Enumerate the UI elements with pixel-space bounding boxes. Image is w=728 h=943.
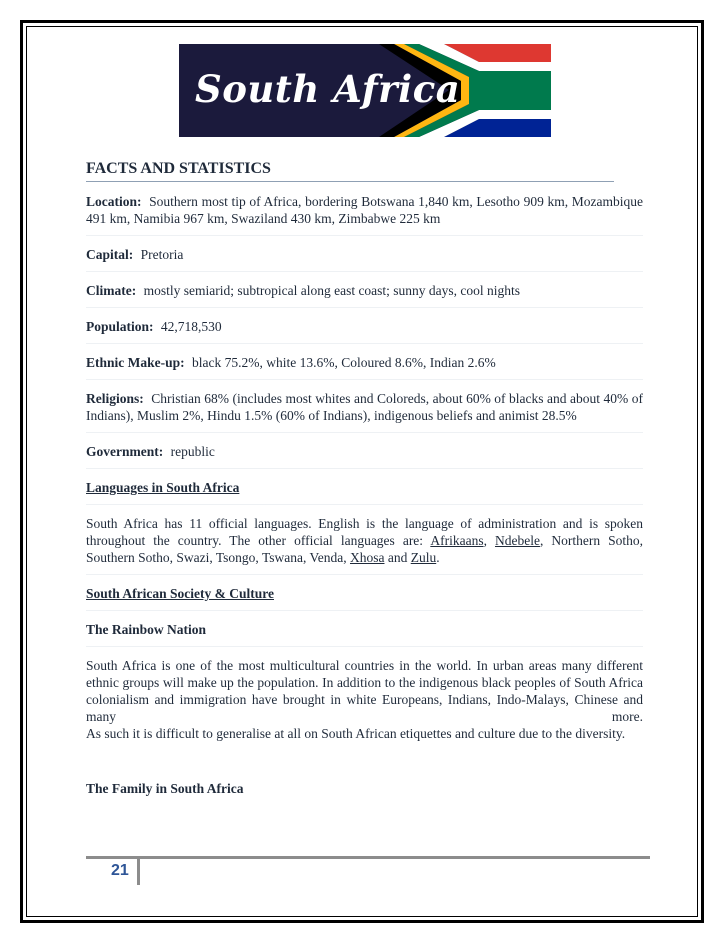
languages-sep: , [483, 533, 495, 548]
society-title: South African Society & Culture [86, 586, 274, 601]
location-label: Location: [86, 194, 142, 209]
society-text-1: South Africa is one of the most multicultural countries in the world. In urban areas many different ethnic groups will make up the population. In addition to the indigenous black peoples of South Africa colonialism and immigration have brought in white Europeans, Indians, Indo-Malays, Chinese and many more. [86, 658, 643, 724]
population-label: Population: [86, 319, 154, 334]
rainbow-nation-title: The Rainbow Nation [86, 622, 207, 637]
government-paragraph [86, 443, 643, 469]
languages-title: Languages in South Africa [86, 480, 240, 495]
ndebele-link[interactable]: Ndebele [494, 533, 540, 548]
society-title-paragraph [86, 585, 643, 611]
rainbow-paragraph [86, 621, 643, 647]
ethnic-paragraph [86, 354, 643, 380]
languages-text-middle: , Northern Sotho, Southern Sotho, Swazi, Tsongo, Tswana, Venda, [86, 533, 644, 565]
ethnic-value: black 75.2%, white 13.6%, Coloured 8.6%, Indian 2.6% [192, 355, 496, 370]
capital-paragraph [86, 246, 643, 272]
climate-label: Climate: [86, 283, 137, 298]
footer-rule [86, 856, 650, 859]
society-paragraph [86, 657, 643, 750]
page-number: 21 [111, 862, 129, 879]
family-title: The Family in South Africa [86, 781, 244, 796]
population-value: 42,718,530 [160, 319, 222, 334]
society-text-2: As such it is difficult to generalise at all on South African etiquettes and culture due to the diversity. [86, 726, 626, 741]
logo-text: South Africa [195, 67, 461, 111]
capital-label: Capital: [86, 247, 134, 262]
religions-paragraph [86, 390, 643, 433]
afrikaans-link[interactable]: Afrikaans [430, 533, 484, 548]
population-paragraph [86, 318, 643, 344]
languages-text-before: South Africa has 11 official languages. English is the language of administration and is spoken throughout the country. The other official languages are: [86, 516, 643, 548]
capital-value: Pretoria [140, 247, 184, 262]
document-body [86, 160, 643, 815]
languages-end: . [436, 550, 440, 565]
climate-paragraph [86, 282, 643, 308]
footer-separator [137, 858, 140, 885]
languages-and: and [384, 550, 411, 565]
location-value: Southern most tip of Africa, bordering Botswana 1,840 km, Lesotho 909 km, Mozambique 491 km, Namibia 967 km, Swaziland 430 km, Zimbabwe 225 km [86, 194, 644, 226]
zulu-link[interactable]: Zulu [410, 550, 437, 565]
government-value: republic [170, 444, 215, 459]
religions-label: Religions: [86, 391, 144, 406]
government-label: Government: [86, 444, 164, 459]
facts-heading: FACTS AND STATISTICS [86, 160, 614, 182]
south-africa-logo [179, 44, 551, 137]
xhosa-link[interactable]: Xhosa [349, 550, 385, 565]
languages-title-paragraph [86, 479, 643, 505]
location-paragraph [86, 193, 643, 236]
ethnic-label: Ethnic Make-up: [86, 355, 185, 370]
family-paragraph [86, 780, 643, 805]
languages-paragraph [86, 515, 643, 575]
religions-value: Christian 68% (includes most whites and Coloreds, about 60% of blacks and about 40% of Indians), Muslim 2%, Hindu 1.5% (60% of Indians), indigenous beliefs and animist 28.5% [86, 391, 643, 423]
climate-value: mostly semiarid; subtropical along east coast; sunny days, cool nights [143, 283, 521, 298]
